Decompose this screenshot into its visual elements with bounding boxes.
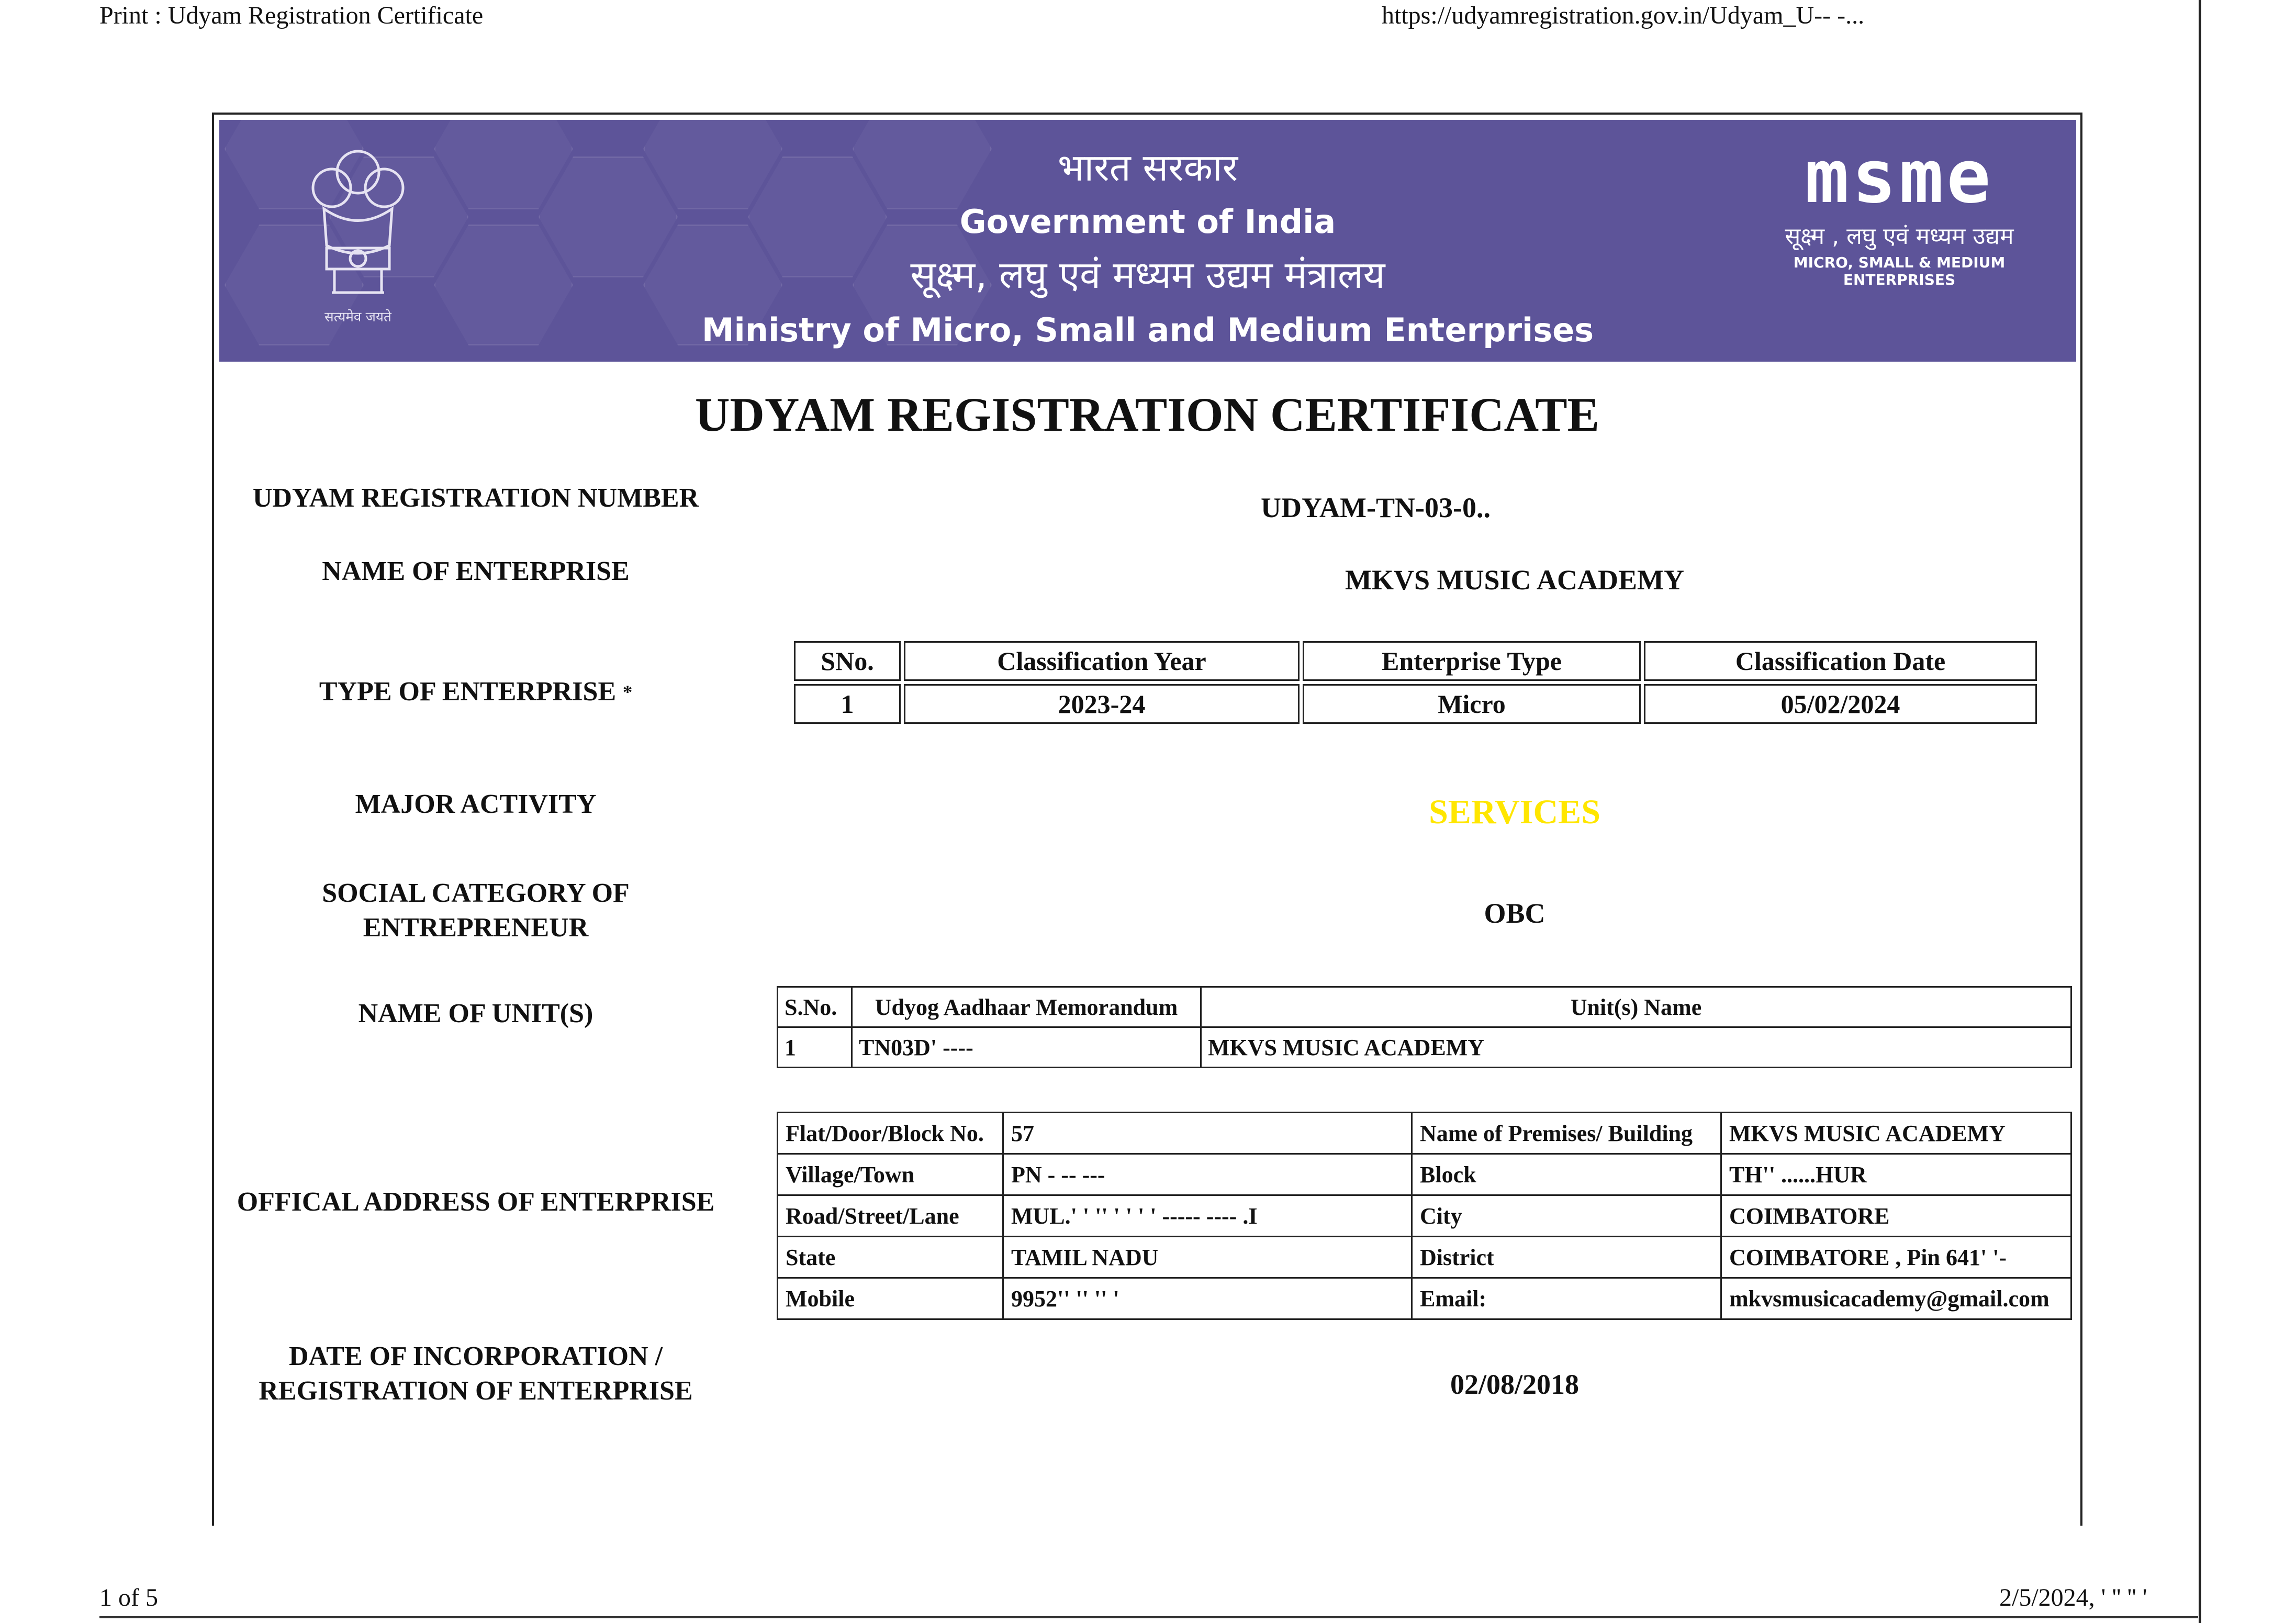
address-email-value: mkvsmusicacademy@gmail.com <box>1729 1285 2049 1312</box>
address-key: Block <box>1413 1155 1722 1196</box>
incorporation-label-line2: REGISTRATION OF ENTERPRISE <box>259 1376 693 1406</box>
enterprise-type-asterisk: * <box>623 681 633 702</box>
cell-classification-year: 2023-24 <box>904 684 1300 724</box>
address-table <box>777 1112 2072 1320</box>
msme-english-tagline: MICRO, SMALL & MEDIUM ENTERPRISES <box>1793 254 2006 288</box>
cell-classification-date: 05/02/2024 <box>1644 684 2037 724</box>
address-value: MKVS MUSIC ACADEMY <box>1722 1113 2070 1155</box>
footer-page-number: 1 of 5 <box>99 1584 158 1611</box>
certificate-frame <box>212 113 2082 1526</box>
incorporation-label-line1: DATE OF INCORPORATION / <box>288 1341 663 1371</box>
incorporation-label <box>214 1339 737 1408</box>
print-header-url: https://udyamregistration.gov.in/Udyam_U-- -... <box>1382 2 1865 29</box>
social-category-value: OBC <box>1484 898 1545 929</box>
address-label: OFFICAL ADDRESS OF ENTERPRISE <box>237 1187 715 1217</box>
banner-ministry-name: Ministry of Micro, Small and Medium Enterprises <box>701 311 1594 349</box>
address-value: 9952'' '' '' ' <box>1004 1279 1413 1318</box>
cell-enterprise-type: Micro <box>1303 684 1641 724</box>
units-cell-sno: 1 <box>778 1028 853 1067</box>
address-row <box>778 1113 2070 1155</box>
units-header-sno: S.No. <box>778 988 853 1028</box>
address-row <box>778 1279 2070 1318</box>
address-value: PN - -- --- <box>1004 1155 1413 1196</box>
enterprise-name-value: MKVS MUSIC ACADEMY <box>1345 564 1684 596</box>
major-activity-value: SERVICES <box>1429 793 1600 831</box>
enterprise-type-label <box>214 675 737 709</box>
msme-logo <box>1753 135 2046 288</box>
address-key: Road/Street/Lane <box>778 1196 1004 1237</box>
units-table <box>777 986 2072 1068</box>
classification-row <box>794 684 2037 724</box>
address-row <box>778 1196 2070 1237</box>
cell-sno: 1 <box>794 684 901 724</box>
address-key: Name of Premises/ Building <box>1413 1113 1722 1155</box>
address-key: District <box>1413 1237 1722 1279</box>
header-classification-year: Classification Year <box>904 641 1300 681</box>
units-row <box>778 1028 2070 1067</box>
units-label: NAME OF UNIT(S) <box>358 999 593 1028</box>
registration-number-label: UDYAM REGISTRATION NUMBER <box>252 483 699 513</box>
footer-rule <box>99 1616 2198 1618</box>
banner-hindi-ministry: सूक्ष्म, लघु एवं मध्यम उद्यम मंत्रालय <box>910 253 1385 297</box>
enterprise-type-label-text: TYPE OF ENTERPRISE <box>319 677 617 707</box>
classification-table <box>791 638 2040 727</box>
address-value: MUL.' ' '' ' ' ' ' ----- ---- .I <box>1004 1196 1413 1237</box>
incorporation-date-value: 02/08/2018 <box>1450 1369 1579 1400</box>
banner-hindi-government: भारत सरकार <box>1057 145 1238 189</box>
header-sno: SNo. <box>794 641 901 681</box>
social-category-label-line2: ENTREPRENEUR <box>363 913 589 943</box>
units-cell-unit-name: MKVS MUSIC ACADEMY <box>1208 1034 1484 1060</box>
address-row <box>778 1155 2070 1196</box>
footer-print-date: 2/5/2024, ' '' '' ' <box>1999 1584 2147 1611</box>
address-key: City <box>1413 1196 1722 1237</box>
enterprise-name-label: NAME OF ENTERPRISE <box>322 556 630 586</box>
units-header-row <box>778 988 2070 1028</box>
units-header-uam: Udyog Aadhaar Memorandum <box>853 988 1202 1028</box>
major-activity-label: MAJOR ACTIVITY <box>355 789 597 819</box>
address-key: State <box>778 1237 1004 1279</box>
address-value: TH'' ......HUR <box>1722 1155 2070 1196</box>
address-key: Mobile <box>778 1279 1004 1318</box>
address-row <box>778 1237 2070 1279</box>
banner-government-of-india: Government of India <box>959 203 1336 241</box>
government-banner <box>219 120 2076 362</box>
address-value: COIMBATORE <box>1722 1196 2070 1237</box>
social-category-label <box>214 876 737 945</box>
social-category-label-line1: SOCIAL CATEGORY OF <box>322 878 630 908</box>
header-classification-date: Classification Date <box>1644 641 2037 681</box>
page-edge-line <box>2199 0 2201 1623</box>
registration-number-value: UDYAM-TN-03-0.. <box>1261 492 1491 523</box>
units-cell-uam: TN03D' ---- <box>853 1028 1202 1067</box>
address-value: TAMIL NADU <box>1004 1237 1413 1279</box>
header-enterprise-type: Enterprise Type <box>1303 641 1641 681</box>
print-header-title: Print : Udyam Registration Certificate <box>99 2 484 29</box>
address-key: Email: <box>1413 1279 1722 1318</box>
certificate-title: UDYAM REGISTRATION CERTIFICATE <box>695 388 1599 441</box>
address-key: Flat/Door/Block No. <box>778 1113 1004 1155</box>
msme-hindi-tagline: सूक्ष्म , लघु एवं मध्यम उद्यम <box>1785 223 2014 250</box>
emblem-motto: सत्यमेव जयते <box>324 309 391 325</box>
classification-header-row <box>794 641 2037 681</box>
address-key: Village/Town <box>778 1155 1004 1196</box>
address-value: COIMBATORE , Pin 641' '- <box>1722 1237 2070 1279</box>
units-header-unit-name: Unit(s) Name <box>1202 988 2070 1028</box>
msme-logo-text: msme <box>1805 135 1994 220</box>
address-value: 57 <box>1004 1113 1413 1155</box>
